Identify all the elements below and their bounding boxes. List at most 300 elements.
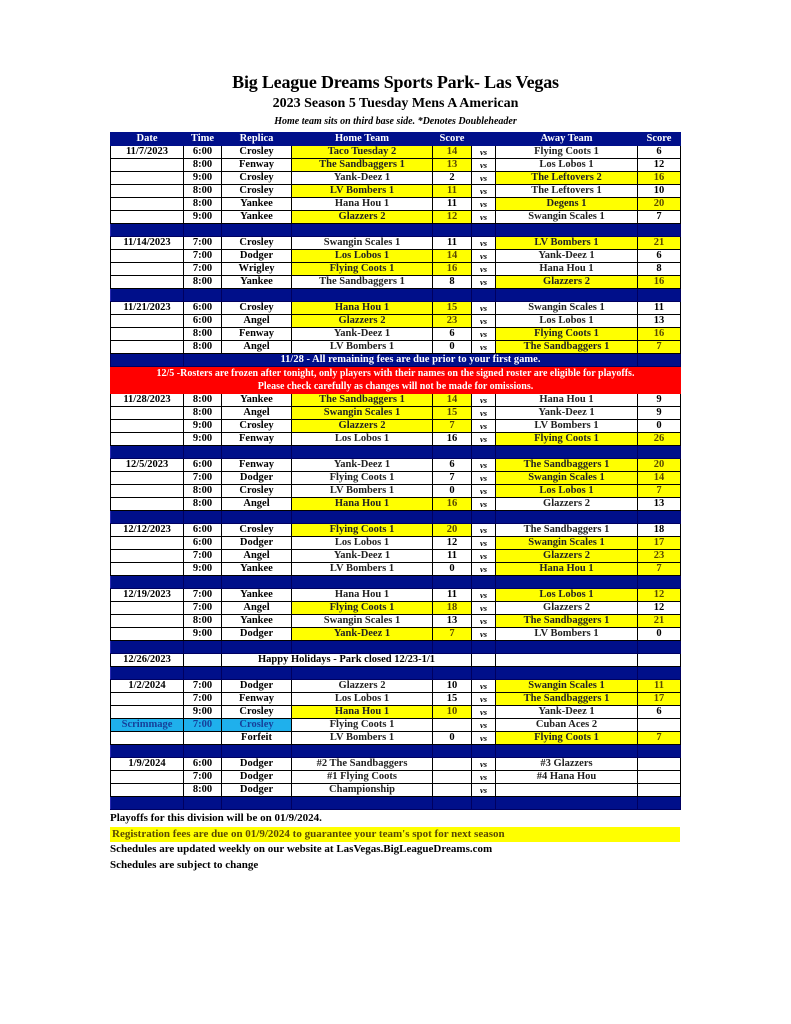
away-score: 26 — [638, 433, 681, 446]
game-date — [111, 472, 184, 485]
away-team: LV Bombers 1 — [496, 420, 638, 433]
away-score: 13 — [638, 498, 681, 511]
away-team: The Sandbaggers 1 — [496, 459, 638, 472]
separator-cell — [111, 641, 184, 654]
game-row — [111, 537, 681, 550]
game-date — [111, 433, 184, 446]
separator-cell — [472, 511, 496, 524]
home-score: 11 — [433, 198, 472, 211]
game-date: 12/12/2023 — [111, 524, 184, 537]
vs-label: vs — [472, 680, 496, 693]
away-score: 12 — [638, 589, 681, 602]
separator-cell — [222, 667, 292, 680]
game-time: 8:00 — [184, 394, 222, 407]
home-team: Yank-Deez 1 — [292, 459, 433, 472]
home-team: Hana Hou 1 — [292, 706, 433, 719]
home-team: Glazzers 2 — [292, 420, 433, 433]
away-team: Los Lobos 1 — [496, 485, 638, 498]
separator-cell — [638, 289, 681, 302]
game-row — [111, 589, 681, 602]
separator-cell — [111, 797, 184, 810]
game-row — [111, 706, 681, 719]
away-score: 0 — [638, 628, 681, 641]
game-date — [111, 615, 184, 628]
game-date — [111, 732, 184, 745]
week-separator — [111, 224, 681, 237]
away-score: 14 — [638, 472, 681, 485]
game-date: 11/28/2023 — [111, 394, 184, 407]
home-score: 13 — [433, 159, 472, 172]
separator-cell — [184, 641, 222, 654]
away-team: Yank-Deez 1 — [496, 706, 638, 719]
game-row — [111, 302, 681, 315]
vs-label: vs — [472, 719, 496, 732]
col-away-team: Away Team — [496, 133, 638, 146]
away-team: Flying Coots 1 — [496, 328, 638, 341]
game-row — [111, 328, 681, 341]
week-separator — [111, 745, 681, 758]
away-score: 7 — [638, 732, 681, 745]
game-time: 6:00 — [184, 315, 222, 328]
away-team: Hana Hou 1 — [496, 394, 638, 407]
separator-cell — [433, 446, 472, 459]
game-row — [111, 602, 681, 615]
separator-cell — [184, 289, 222, 302]
away-score — [638, 771, 681, 784]
separator-cell — [638, 576, 681, 589]
vs-label: vs — [472, 211, 496, 224]
game-field: Dodger — [222, 771, 292, 784]
week-separator — [111, 446, 681, 459]
home-team: Yank-Deez 1 — [292, 328, 433, 341]
separator-cell — [111, 511, 184, 524]
game-row — [111, 472, 681, 485]
vs-label: vs — [472, 602, 496, 615]
game-row — [111, 524, 681, 537]
game-time: 6:00 — [184, 302, 222, 315]
holiday-message: Happy Holidays - Park closed 12/23-1/1 — [222, 654, 472, 667]
vs-label: vs — [472, 185, 496, 198]
game-field: Crosley — [222, 719, 292, 732]
vs-label: vs — [472, 693, 496, 706]
away-score — [638, 758, 681, 771]
game-time: 7:00 — [184, 602, 222, 615]
away-score: 21 — [638, 615, 681, 628]
vs-label: vs — [472, 302, 496, 315]
vs-label: vs — [472, 172, 496, 185]
home-score: 7 — [433, 472, 472, 485]
game-row — [111, 485, 681, 498]
home-score — [433, 771, 472, 784]
away-team: Yank-Deez 1 — [496, 250, 638, 263]
website-note: Schedules are updated weekly on our website at LasVegas.BigLeagueDreams.com — [110, 843, 493, 855]
away-score: 10 — [638, 185, 681, 198]
home-team: Championship — [292, 784, 433, 797]
away-score: 9 — [638, 394, 681, 407]
separator-cell — [111, 224, 184, 237]
game-date — [111, 198, 184, 211]
away-team: The Leftovers 1 — [496, 185, 638, 198]
game-time: 7:00 — [184, 250, 222, 263]
page-subtitle: 2023 Season 5 Tuesday Mens A American — [272, 96, 519, 111]
game-date — [111, 250, 184, 263]
game-date — [111, 172, 184, 185]
home-team: The Sandbaggers 1 — [292, 159, 433, 172]
away-score — [638, 654, 681, 667]
roster-notice-line1: 12/5 -Rosters are frozen after tonight, only players with their names on the signed roster are eligible for playoffs. — [156, 368, 635, 379]
separator-cell — [496, 576, 638, 589]
separator-cell — [638, 745, 681, 758]
home-score: 10 — [433, 706, 472, 719]
game-date — [111, 159, 184, 172]
home-team: Swangin Scales 1 — [292, 237, 433, 250]
week-separator — [111, 667, 681, 680]
separator-cell — [111, 289, 184, 302]
away-score: 0 — [638, 420, 681, 433]
separator-cell — [292, 576, 433, 589]
game-time: 8:00 — [184, 407, 222, 420]
separator-cell — [184, 797, 222, 810]
away-team: Los Lobos 1 — [496, 589, 638, 602]
vs-label: vs — [472, 498, 496, 511]
home-team: Los Lobos 1 — [292, 693, 433, 706]
home-score: 6 — [433, 328, 472, 341]
game-row — [111, 159, 681, 172]
game-date — [111, 211, 184, 224]
game-row — [111, 420, 681, 433]
away-team: The Sandbaggers 1 — [496, 524, 638, 537]
game-row — [111, 185, 681, 198]
home-score: 0 — [433, 563, 472, 576]
away-score — [638, 784, 681, 797]
game-row — [111, 680, 681, 693]
game-field: Fenway — [222, 459, 292, 472]
away-team: Degens 1 — [496, 198, 638, 211]
page-note: Home team sits on third base side. *Denotes Doubleheader — [274, 116, 517, 127]
game-row — [111, 237, 681, 250]
game-date — [111, 693, 184, 706]
table-header-row — [111, 133, 681, 146]
game-date: 1/9/2024 — [111, 758, 184, 771]
separator-cell — [496, 797, 638, 810]
separator-cell — [292, 224, 433, 237]
away-score — [638, 719, 681, 732]
home-team: Los Lobos 1 — [292, 537, 433, 550]
game-date — [111, 537, 184, 550]
game-field: Crosley — [222, 172, 292, 185]
game-time: 7:00 — [184, 237, 222, 250]
game-date — [111, 550, 184, 563]
game-row — [111, 211, 681, 224]
game-row — [111, 146, 681, 159]
game-time: 9:00 — [184, 211, 222, 224]
game-field: Yankee — [222, 198, 292, 211]
vs-label: vs — [472, 159, 496, 172]
roster-notice-row — [111, 367, 681, 394]
away-team: Flying Coots 1 — [496, 732, 638, 745]
game-row — [111, 407, 681, 420]
vs-label: vs — [472, 276, 496, 289]
home-team: Glazzers 2 — [292, 680, 433, 693]
away-team: Los Lobos 1 — [496, 315, 638, 328]
game-row — [111, 719, 681, 732]
separator-cell — [222, 511, 292, 524]
home-score: 15 — [433, 693, 472, 706]
separator-cell — [472, 667, 496, 680]
away-score: 6 — [638, 706, 681, 719]
away-score: 18 — [638, 524, 681, 537]
vs-label: vs — [472, 146, 496, 159]
vs-label: vs — [472, 524, 496, 537]
vs-label: vs — [472, 263, 496, 276]
home-score: 14 — [433, 394, 472, 407]
vs-label: vs — [472, 771, 496, 784]
schedule-content — [110, 132, 680, 873]
game-date — [111, 328, 184, 341]
game-time — [184, 654, 222, 667]
game-time: 8:00 — [184, 498, 222, 511]
game-row — [111, 276, 681, 289]
home-team: The Sandbaggers 1 — [292, 276, 433, 289]
game-row — [111, 198, 681, 211]
separator-cell — [496, 289, 638, 302]
game-time: 9:00 — [184, 420, 222, 433]
game-date — [111, 263, 184, 276]
game-date — [111, 185, 184, 198]
game-date — [111, 563, 184, 576]
away-team: Swangin Scales 1 — [496, 680, 638, 693]
vs-label: vs — [472, 433, 496, 446]
away-score: 8 — [638, 263, 681, 276]
away-score: 16 — [638, 276, 681, 289]
game-field: Dodger — [222, 537, 292, 550]
vs-label: vs — [472, 394, 496, 407]
game-time — [184, 732, 222, 745]
game-time: 8:00 — [184, 276, 222, 289]
home-score: 15 — [433, 407, 472, 420]
home-team: LV Bombers 1 — [292, 485, 433, 498]
week-separator — [111, 641, 681, 654]
game-time: 6:00 — [184, 524, 222, 537]
game-field: Yankee — [222, 276, 292, 289]
separator-cell — [638, 511, 681, 524]
vs-label: vs — [472, 459, 496, 472]
separator-cell — [496, 745, 638, 758]
vs-label: vs — [472, 420, 496, 433]
home-team: Flying Coots 1 — [292, 719, 433, 732]
game-time: 7:00 — [184, 472, 222, 485]
game-field: Forfeit — [222, 732, 292, 745]
home-score: 2 — [433, 172, 472, 185]
game-row — [111, 315, 681, 328]
home-team: Los Lobos 1 — [292, 250, 433, 263]
holiday-row — [111, 654, 681, 667]
fees-notice: 11/28 - All remaining fees are due prior to your first game. — [184, 354, 638, 367]
game-label: Scrimmage — [111, 719, 184, 732]
home-score: 0 — [433, 485, 472, 498]
away-team: Swangin Scales 1 — [496, 472, 638, 485]
away-score: 16 — [638, 328, 681, 341]
vs-label: vs — [472, 615, 496, 628]
separator-cell — [184, 224, 222, 237]
game-time: 9:00 — [184, 706, 222, 719]
away-score: 17 — [638, 537, 681, 550]
separator-cell — [472, 745, 496, 758]
separator-cell — [472, 446, 496, 459]
home-score: 15 — [433, 302, 472, 315]
home-score: 20 — [433, 524, 472, 537]
game-field: Angel — [222, 498, 292, 511]
home-team: Taco Tuesday 2 — [292, 146, 433, 159]
home-team: #2 The Sandbaggers — [292, 758, 433, 771]
home-score: 23 — [433, 315, 472, 328]
game-date — [111, 784, 184, 797]
away-score: 20 — [638, 198, 681, 211]
game-date — [111, 485, 184, 498]
away-team: Glazzers 2 — [496, 602, 638, 615]
game-time: 8:00 — [184, 185, 222, 198]
home-team: Hana Hou 1 — [292, 498, 433, 511]
home-team: Flying Coots 1 — [292, 472, 433, 485]
home-team: #1 Flying Coots — [292, 771, 433, 784]
away-team: Flying Coots 1 — [496, 146, 638, 159]
game-time: 8:00 — [184, 159, 222, 172]
separator-cell — [222, 745, 292, 758]
notice-spacer — [638, 354, 681, 367]
week-separator — [111, 289, 681, 302]
home-score: 7 — [433, 420, 472, 433]
game-date: 11/7/2023 — [111, 146, 184, 159]
game-date — [111, 706, 184, 719]
home-score: 18 — [433, 602, 472, 615]
roster-notice — [111, 367, 681, 394]
game-time: 9:00 — [184, 628, 222, 641]
game-field: Yankee — [222, 615, 292, 628]
separator-cell — [433, 224, 472, 237]
registration-note: Registration fees are due on 01/9/2024 to guarantee your team's spot for next season — [110, 827, 680, 843]
week-separator — [111, 576, 681, 589]
game-row — [111, 784, 681, 797]
game-time: 6:00 — [184, 537, 222, 550]
separator-cell — [222, 289, 292, 302]
game-field: Crosley — [222, 485, 292, 498]
away-team — [496, 654, 638, 667]
game-time: 8:00 — [184, 341, 222, 354]
game-row — [111, 628, 681, 641]
away-team: #4 Hana Hou — [496, 771, 638, 784]
col-home-score: Score — [433, 133, 472, 146]
away-team: Swangin Scales 1 — [496, 302, 638, 315]
away-team: The Leftovers 2 — [496, 172, 638, 185]
home-team: Yank-Deez 1 — [292, 628, 433, 641]
home-score: 7 — [433, 628, 472, 641]
col-away-score: Score — [638, 133, 681, 146]
game-row — [111, 341, 681, 354]
vs-label: vs — [472, 328, 496, 341]
game-row — [111, 394, 681, 407]
vs-label: vs — [472, 237, 496, 250]
away-team: The Sandbaggers 1 — [496, 341, 638, 354]
game-time: 9:00 — [184, 433, 222, 446]
separator-cell — [496, 224, 638, 237]
game-time: 7:00 — [184, 589, 222, 602]
game-field: Fenway — [222, 328, 292, 341]
game-time: 8:00 — [184, 615, 222, 628]
home-score — [433, 784, 472, 797]
home-team: Glazzers 2 — [292, 211, 433, 224]
away-team: Swangin Scales 1 — [496, 211, 638, 224]
separator-cell — [292, 289, 433, 302]
home-score: 12 — [433, 537, 472, 550]
game-row — [111, 172, 681, 185]
away-team: The Sandbaggers 1 — [496, 615, 638, 628]
page-title: Big League Dreams Sports Park- Las Vegas — [232, 72, 559, 92]
game-field: Dodger — [222, 680, 292, 693]
away-team: Swangin Scales 1 — [496, 537, 638, 550]
separator-cell — [433, 745, 472, 758]
game-row — [111, 693, 681, 706]
home-team: Flying Coots 1 — [292, 263, 433, 276]
separator-cell — [433, 289, 472, 302]
home-score: 11 — [433, 237, 472, 250]
game-date — [111, 628, 184, 641]
game-field: Crosley — [222, 237, 292, 250]
game-time: 7:00 — [184, 680, 222, 693]
vs-label: vs — [472, 563, 496, 576]
away-score: 11 — [638, 302, 681, 315]
home-team: Swangin Scales 1 — [292, 615, 433, 628]
home-score: 11 — [433, 185, 472, 198]
game-field: Dodger — [222, 628, 292, 641]
roster-notice-line2: Please check carefully as changes will not be made for omissions. — [257, 381, 534, 392]
home-score: 16 — [433, 433, 472, 446]
week-separator — [111, 511, 681, 524]
game-time: 9:00 — [184, 563, 222, 576]
separator-cell — [222, 797, 292, 810]
away-score: 6 — [638, 250, 681, 263]
game-time: 7:00 — [184, 263, 222, 276]
home-team: LV Bombers 1 — [292, 185, 433, 198]
game-row — [111, 263, 681, 276]
away-score: 21 — [638, 237, 681, 250]
game-date — [111, 420, 184, 433]
away-team: LV Bombers 1 — [496, 628, 638, 641]
separator-cell — [433, 576, 472, 589]
game-time: 7:00 — [184, 693, 222, 706]
game-field: Crosley — [222, 146, 292, 159]
vs-cell — [472, 654, 496, 667]
game-field: Angel — [222, 407, 292, 420]
game-row — [111, 771, 681, 784]
col-replica: Replica — [222, 133, 292, 146]
game-date: 11/14/2023 — [111, 237, 184, 250]
game-field: Fenway — [222, 433, 292, 446]
disclaimer-note: Schedules are subject to change — [110, 858, 259, 871]
fees-notice-row — [111, 354, 681, 367]
game-field: Wrigley — [222, 263, 292, 276]
game-field: Angel — [222, 315, 292, 328]
game-time: 9:00 — [184, 172, 222, 185]
away-team: Yank-Deez 1 — [496, 407, 638, 420]
game-date — [111, 602, 184, 615]
game-field: Yankee — [222, 211, 292, 224]
game-date — [111, 407, 184, 420]
home-team: Los Lobos 1 — [292, 433, 433, 446]
vs-label: vs — [472, 250, 496, 263]
separator-cell — [496, 667, 638, 680]
game-row — [111, 459, 681, 472]
away-team: Glazzers 2 — [496, 550, 638, 563]
